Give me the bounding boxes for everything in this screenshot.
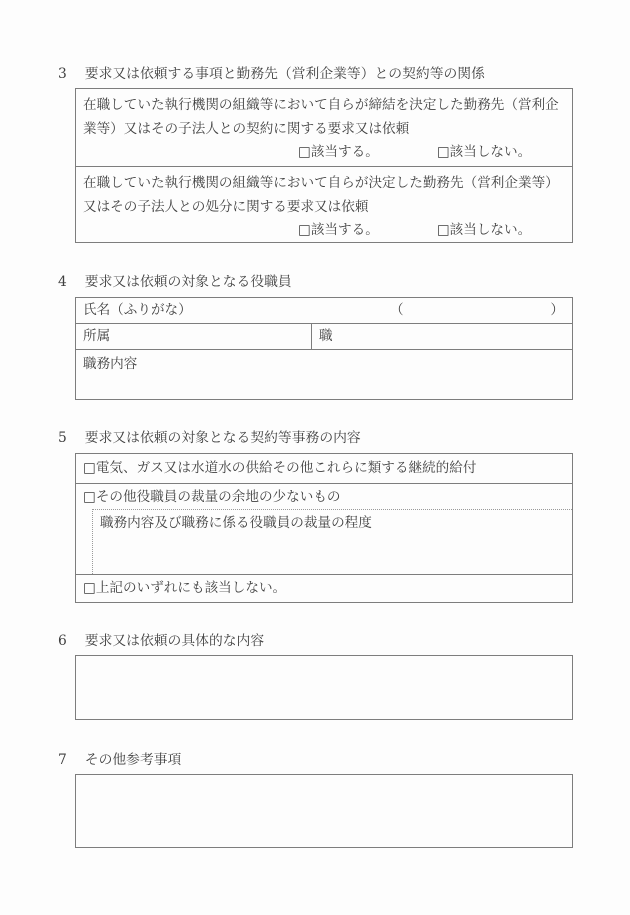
section-5-title: 要求又は依頼の対象となる契約等事務の内容 (84, 430, 361, 446)
affiliation-cell[interactable] (76, 324, 312, 349)
relation-row-disposition-options (83, 219, 565, 243)
option-not-applicable-label[interactable]: 該当しない。 (449, 144, 532, 160)
section-4-title: 要求又は依頼の対象となる役職員 (84, 274, 292, 290)
option-utilities-label[interactable]: 電気、ガス又は水道水の供給その他これらに類する継続的給付 (95, 460, 477, 476)
relation-row-contract-text: 在職していた執行機関の組織等において自らが締結を決定した勤務先（営利企業等）又はその子法人との契約に関する要求又は依頼 (83, 97, 559, 137)
section-6-number: 6 (58, 633, 67, 649)
relation-row-contract (76, 89, 572, 166)
furigana-paren-open: （ (390, 302, 404, 318)
section-4-number: 4 (58, 274, 67, 290)
checkbox-icon[interactable]: □ (436, 144, 450, 160)
position-cell[interactable] (312, 324, 572, 349)
section-6-title: 要求又は依頼の具体的な内容 (84, 633, 265, 649)
discretion-detail-label: 職務内容及び職務に係る役職員の裁量の程度 (100, 515, 372, 531)
affiliation-label: 所属 (83, 328, 111, 344)
option-applicable[interactable] (298, 219, 379, 243)
option-not-applicable-label[interactable]: 該当しない。 (449, 222, 532, 238)
section-6-heading (58, 633, 264, 650)
contract-relation-table (75, 88, 573, 243)
option-applicable-label[interactable]: 該当する。 (310, 144, 379, 160)
option-low-discretion-label[interactable]: その他役職員の裁量の余地の少ないもの (95, 489, 341, 505)
other-reference-box[interactable] (75, 774, 573, 848)
name-row[interactable] (76, 298, 572, 324)
checkbox-icon[interactable]: □ (436, 222, 450, 238)
checkbox-icon[interactable]: □ (83, 489, 96, 505)
relation-row-disposition (76, 166, 572, 243)
section-5-number: 5 (58, 430, 67, 446)
option-low-discretion[interactable] (83, 484, 565, 510)
name-label: 氏名（ふりがな） (83, 302, 192, 318)
furigana-paren-close: ） (550, 302, 564, 318)
section-7-heading (58, 752, 181, 769)
checkbox-icon[interactable]: □ (298, 222, 311, 238)
checkbox-icon[interactable]: □ (298, 144, 311, 160)
specific-content-box[interactable] (75, 655, 573, 720)
relation-row-disposition-text: 在職していた執行機関の組織等において自らが決定した勤務先（営利企業等）又はその子法人との処分に関する要求又は依頼 (83, 175, 559, 215)
relation-row-contract-options (83, 141, 565, 165)
position-label: 職 (319, 328, 333, 344)
option-not-applicable[interactable] (437, 219, 531, 243)
officer-table (75, 297, 573, 400)
section-7-title: その他参考事項 (84, 752, 182, 768)
option-applicable[interactable] (298, 141, 379, 165)
affiliation-position-row (76, 324, 572, 350)
option-none-label[interactable]: 上記のいずれにも該当しない。 (95, 580, 287, 596)
section-3-number: 3 (58, 66, 67, 82)
checkbox-icon[interactable]: □ (83, 580, 96, 596)
section-3-title: 要求又は依頼する事項と勤務先（営利企業等）との契約等の関係 (84, 66, 485, 82)
section-4-heading (58, 274, 292, 291)
duties-label: 職務内容 (83, 356, 138, 372)
section-3-heading (58, 66, 485, 83)
option-applicable-label[interactable]: 該当する。 (310, 222, 379, 238)
contract-type-table (75, 453, 573, 603)
section-7-number: 7 (58, 752, 67, 768)
option-none[interactable] (76, 575, 572, 602)
option-low-discretion-row (76, 484, 572, 575)
duties-cell[interactable] (76, 350, 572, 399)
option-not-applicable[interactable] (437, 141, 531, 165)
discretion-detail-box[interactable] (92, 509, 572, 574)
option-utilities[interactable] (76, 454, 572, 484)
checkbox-icon[interactable]: □ (83, 460, 96, 476)
section-5-heading (58, 430, 361, 447)
